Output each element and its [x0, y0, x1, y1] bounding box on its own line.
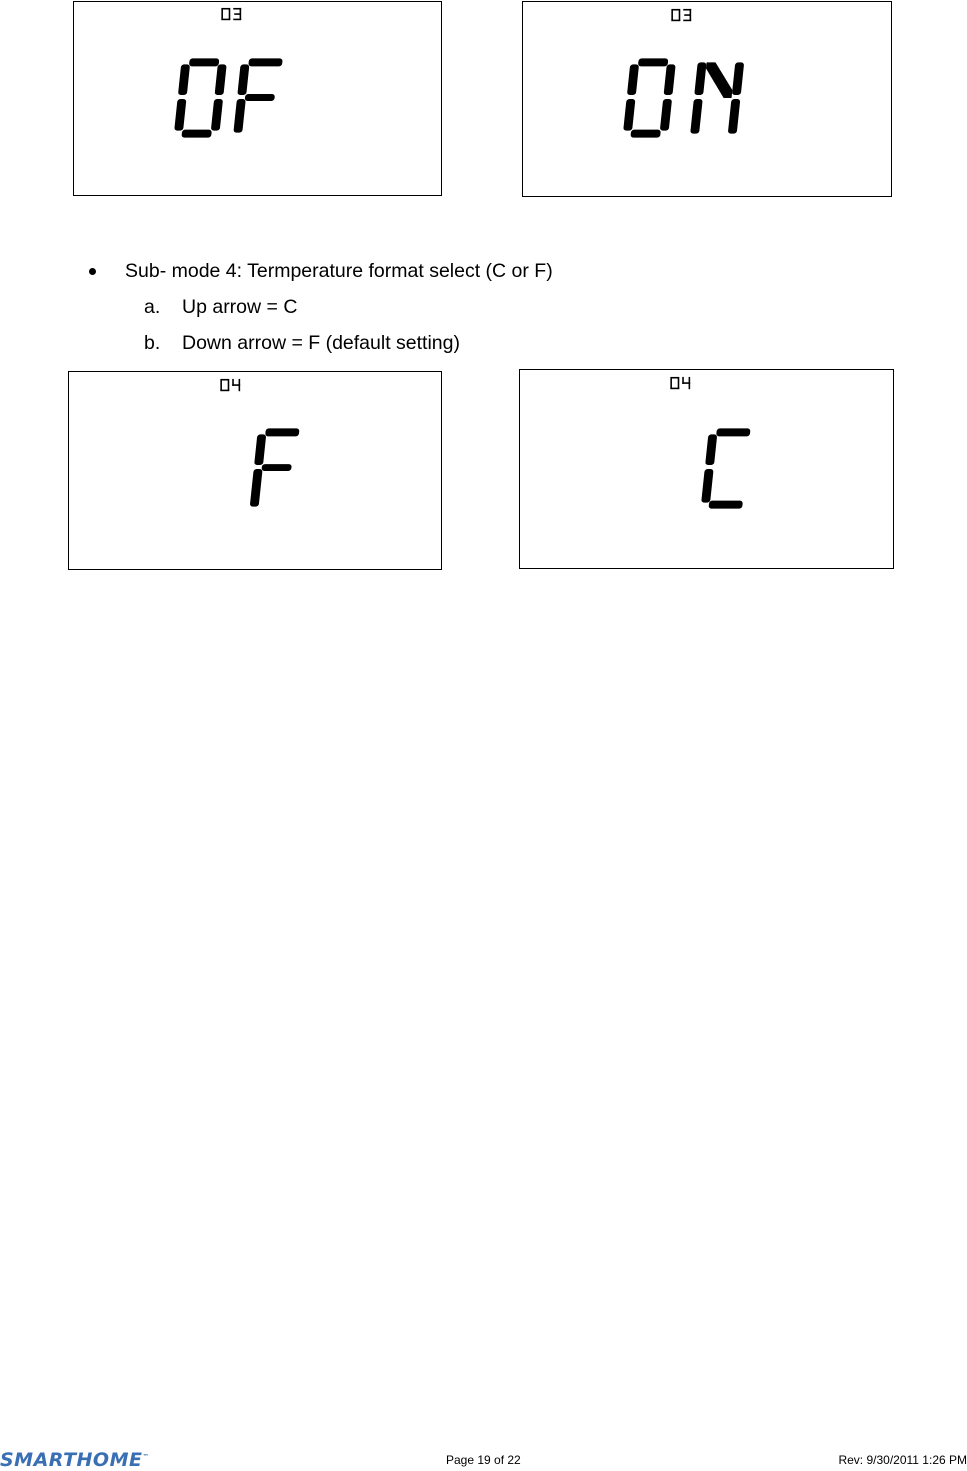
smarthome-logo — [0, 1449, 149, 1471]
logo-text: SMARTHOME — [0, 1449, 143, 1471]
lcd-display-submode-3-on — [522, 1, 892, 197]
page-number: Page 19 of 22 — [446, 1453, 521, 1467]
list-item-b: Down arrow = F (default setting) — [182, 332, 460, 354]
segment-char-F — [250, 428, 300, 506]
bullet-dot — [89, 268, 96, 275]
lcd-display-submode-3-off — [73, 1, 442, 196]
segment-char-O — [622, 58, 676, 137]
submode-number — [670, 377, 690, 389]
segment-char-C — [701, 428, 751, 508]
segment-char-F — [233, 58, 282, 132]
lcd-segments — [74, 2, 441, 195]
submode-number — [220, 379, 240, 391]
list-marker-a: a. — [144, 296, 161, 318]
list-item-a: Up arrow = C — [182, 296, 298, 318]
lcd-segments — [69, 372, 441, 569]
segment-char-N — [690, 62, 744, 133]
lcd-display-submode-4-celsius — [519, 369, 894, 569]
revision-stamp: Rev: 9/30/2011 1:26 PM — [838, 1453, 967, 1467]
lcd-segments — [523, 2, 891, 196]
submode-number — [671, 9, 691, 21]
bullet-text: Sub- mode 4: Termperature format select (C or F) — [125, 260, 553, 282]
segment-char-O — [173, 58, 227, 137]
list-marker-b: b. — [144, 332, 161, 354]
submode-number — [221, 8, 241, 20]
lcd-display-submode-4-fahrenheit — [68, 371, 442, 570]
lcd-segments — [520, 370, 893, 568]
logo-trademark: ™ — [142, 1453, 149, 1461]
